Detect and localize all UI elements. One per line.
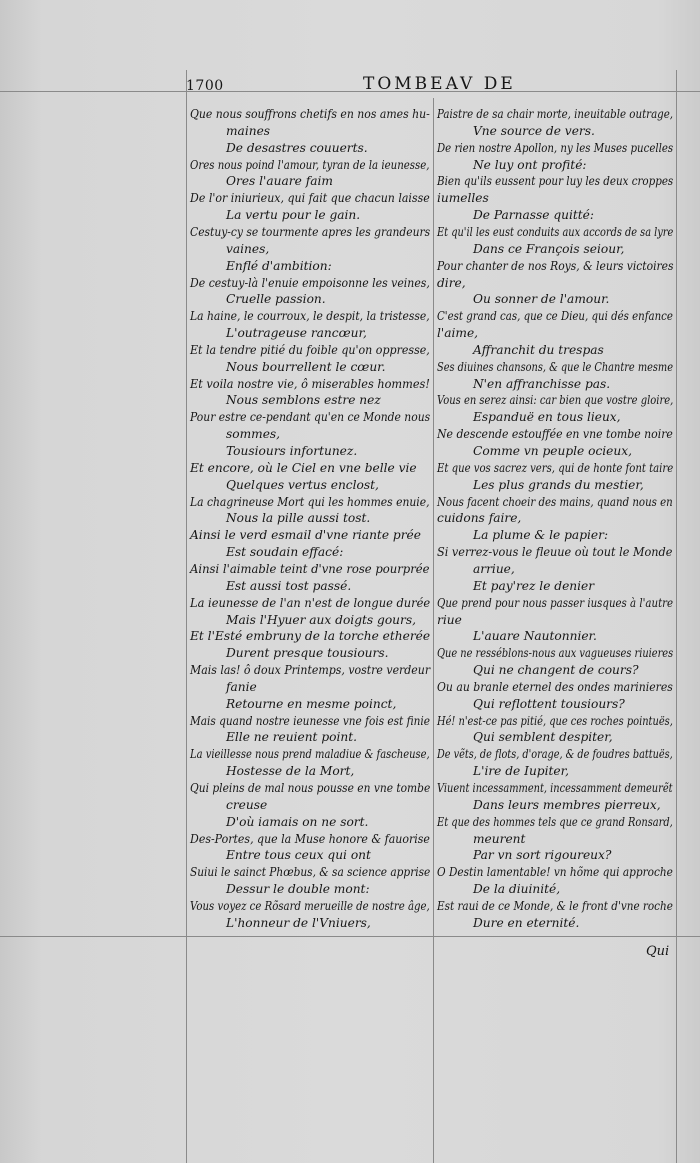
- verse-line: arriue,: [473, 561, 515, 576]
- verse-line: Dure en eternité.: [473, 915, 580, 930]
- verse-line: Nous bourrellent le cœur.: [226, 359, 386, 374]
- verse-line: De la diuinité,: [473, 882, 561, 897]
- verse-line: Bien qu'ils eussent pour luy les deux croppes: [437, 174, 674, 189]
- right-margin-rule: [676, 70, 677, 1163]
- verse-line: Ou au branle eternel des ondes marinieres: [437, 679, 673, 694]
- verse-line: riue: [437, 612, 462, 627]
- verse-line: Viuent incessamment, incessamment demeurẽt: [437, 781, 673, 795]
- verse-line: Et qu'il les eust conduits aux accords de sa lyre: [437, 224, 674, 239]
- left-margin-rule: [186, 70, 187, 1163]
- verse-line: Hé! n'est-ce pas pitié, que ces roches pointuës,: [437, 713, 673, 728]
- verse-line: creuse: [226, 797, 268, 812]
- verse-line: De rien nostre Apollon, ny les Muses pucelles: [437, 140, 674, 155]
- verse-line: D'où iamais on ne sort.: [226, 814, 369, 829]
- verse-line: Enflé d'ambition:: [226, 258, 332, 273]
- verse-line: La ieunesse de l'an n'est de longue durée: [190, 595, 431, 610]
- verse-line: Paistre de sa chair morte, ineuitable outrage,: [437, 107, 674, 121]
- verse-line: L'auare Nautonnier.: [473, 629, 597, 644]
- verse-line: De l'or iniurieux, qui fait que chacun laisse: [190, 191, 430, 206]
- verse-line: Des-Portes, que la Muse honore & fauorise: [190, 831, 430, 846]
- verse-line: Vne source de vers.: [473, 123, 595, 138]
- verse-line: O Destin lamentable! vn hõme qui approche: [437, 865, 673, 880]
- verse-line: Mais quand nostre ieunesse vne fois est finie: [190, 713, 431, 728]
- verse-line: Ainsi l'aimable teint d'vne rose pourprée: [190, 561, 430, 576]
- verse-line: Les plus grands du mestier,: [473, 477, 644, 492]
- verse-line: Vous en serez ainsi: car bien que vostre gloire,: [437, 393, 674, 408]
- verse-line: Cestuy-cy se tourmente apres les grandeurs: [190, 224, 431, 239]
- verse-line: De desastres couuerts.: [226, 140, 368, 155]
- verse-line: La plume & le papier:: [473, 528, 609, 543]
- verse-line: La chagrineuse Mort qui les hommes enuie,: [190, 494, 430, 509]
- bottom-rule: [0, 936, 700, 937]
- verse-line: vaines,: [226, 241, 270, 256]
- verse-line: Ne luy ont profité:: [473, 157, 587, 172]
- verse-line: Est soudain effacé:: [226, 545, 344, 560]
- verse-line: Hostesse de la Mort,: [226, 764, 355, 779]
- verse-line: Pour chanter de nos Roys, & leurs victoires: [437, 258, 674, 273]
- verse-line: Elle ne reuient point.: [226, 730, 357, 745]
- verse-line: De Parnasse quitté:: [473, 208, 594, 223]
- verse-line: Comme vn peuple ocieux,: [473, 444, 632, 458]
- verse-line: Affranchit du trespas: [473, 342, 604, 357]
- verse-line: maines: [226, 123, 271, 138]
- verse-line: iumelles: [437, 191, 489, 206]
- verse-line: Nous semblons estre nez: [226, 393, 381, 408]
- verse-line: Nous la pille aussi tost.: [226, 511, 371, 526]
- verse-line: L'honneur de l'Vniuers,: [226, 915, 371, 930]
- header-rule: [0, 91, 700, 92]
- verse-line: Tousiours infortunez.: [226, 444, 358, 458]
- verse-line: Mais l'Hyuer aux doigts gours,: [226, 612, 416, 627]
- column-divider: [433, 98, 434, 1163]
- verse-line: De cestuy-là l'enuie empoisonne les veines,: [190, 275, 430, 290]
- verse-line: Qui semblent despiter,: [473, 730, 613, 745]
- verse-line: Nous facent choeir des mains, quand nous en: [437, 494, 673, 509]
- verse-line: fanie: [226, 679, 257, 694]
- verse-line: sommes,: [226, 427, 281, 442]
- verse-line: L'ire de Iupiter,: [473, 764, 569, 779]
- verse-line: Ses diuines chansons, & que le Chantre mesme: [437, 359, 674, 374]
- verse-line: dire,: [437, 275, 466, 290]
- verse-line: N'en affranchisse pas.: [473, 376, 611, 391]
- verse-line: Qui ne changent de cours?: [473, 663, 639, 678]
- verse-line: Et que des hommes tels que ce grand Ronsard,: [437, 814, 673, 829]
- verse-line: L'outrageuse rancœur,: [226, 326, 367, 341]
- verse-line: Cruelle passion.: [226, 292, 326, 307]
- verse-line: Entre tous ceux qui ont: [226, 848, 371, 863]
- verse-line: Suiui le sainct Phœbus, & sa science apprise: [190, 865, 431, 880]
- verse-line: Dans ce François seiour,: [473, 241, 625, 256]
- verse-line: Quelques vertus enclost,: [226, 477, 379, 492]
- verse-line: Est raui de ce Monde, & le front d'vne roche: [437, 898, 673, 913]
- verse-line: Que nous souffrons chetifs en nos ames hu-: [190, 107, 430, 121]
- verse-line: Que ne resséblons-nous aux vagueuses riuieres: [437, 646, 674, 661]
- verse-line: cuidons faire,: [437, 511, 522, 526]
- verse-line: Ou sonner de l'amour.: [473, 292, 610, 307]
- verse-line: l'aime,: [437, 326, 479, 341]
- verse-line: Espanduë en tous lieux,: [473, 410, 621, 425]
- verse-line: Et la tendre pitié du foible qu'on oppresse,: [190, 342, 430, 357]
- verse-line: Et pay'rez le denier: [473, 578, 595, 593]
- verse-line: Ores l'auare faim: [226, 174, 333, 189]
- verse-line: Ores nous poind l'amour, tyran de la ieunesse,: [190, 157, 430, 172]
- verse-line: Ne descende estouffée en vne tombe noire: [437, 427, 673, 442]
- verse-line: Dans leurs membres pierreux,: [473, 797, 661, 812]
- verse-line: Durent presque tousiours.: [226, 646, 389, 661]
- verse-line: Qui pleins de mal nous pousse en vne tombe: [190, 781, 431, 795]
- verse-line: Et l'Esté embruny de la torche etherée: [190, 629, 431, 644]
- verse-line: Vous voyez ce Rõsard merueille de nostre âge,: [190, 898, 430, 913]
- verse-line: Pour estre ce-pendant qu'en ce Monde nous: [190, 410, 431, 425]
- verse-line: Par vn sort rigoureux?: [473, 848, 612, 863]
- verse-line: Et que vos sacrez vers, qui de honte font taire: [437, 460, 674, 475]
- verse-line: Ainsi le verd esmail d'vne riante prée: [190, 528, 421, 543]
- verse-line: De vẽts, de flots, d'orage, & de foudres battuës,: [437, 747, 673, 762]
- page-number: 1700: [186, 78, 224, 94]
- verse-line: Est aussi tost passé.: [226, 578, 352, 593]
- running-head: TOMBEAV DE: [363, 74, 516, 94]
- verse-line: Et voila nostre vie, ô miserables hommes!: [190, 376, 430, 391]
- verse-line: Et encore, où le Ciel en vne belle vie: [190, 460, 417, 475]
- verse-line: Retourne en mesme poinct,: [226, 696, 397, 711]
- verse-line: Dessur le double mont:: [226, 882, 370, 897]
- verse-line: La vieillesse nous prend maladiue & fascheuse,: [190, 747, 430, 762]
- verse-line: Que prend pour nous passer iusques à l'autre: [437, 595, 674, 610]
- verse-line: Si verrez-vous le fleuue où tout le Monde: [437, 545, 673, 560]
- verse-line: C'est grand cas, que ce Dieu, qui dés enfance: [437, 309, 673, 324]
- verse-line: La haine, le courroux, le despit, la tristesse,: [190, 309, 430, 324]
- verse-line: La vertu pour le gain.: [226, 208, 361, 223]
- catchword: Qui: [646, 944, 670, 959]
- verse-line: Qui reflottent tousiours?: [473, 696, 625, 711]
- verse-line: Mais las! ô doux Printemps, vostre verdeur: [190, 663, 431, 678]
- verse-line: meurent: [473, 831, 526, 846]
